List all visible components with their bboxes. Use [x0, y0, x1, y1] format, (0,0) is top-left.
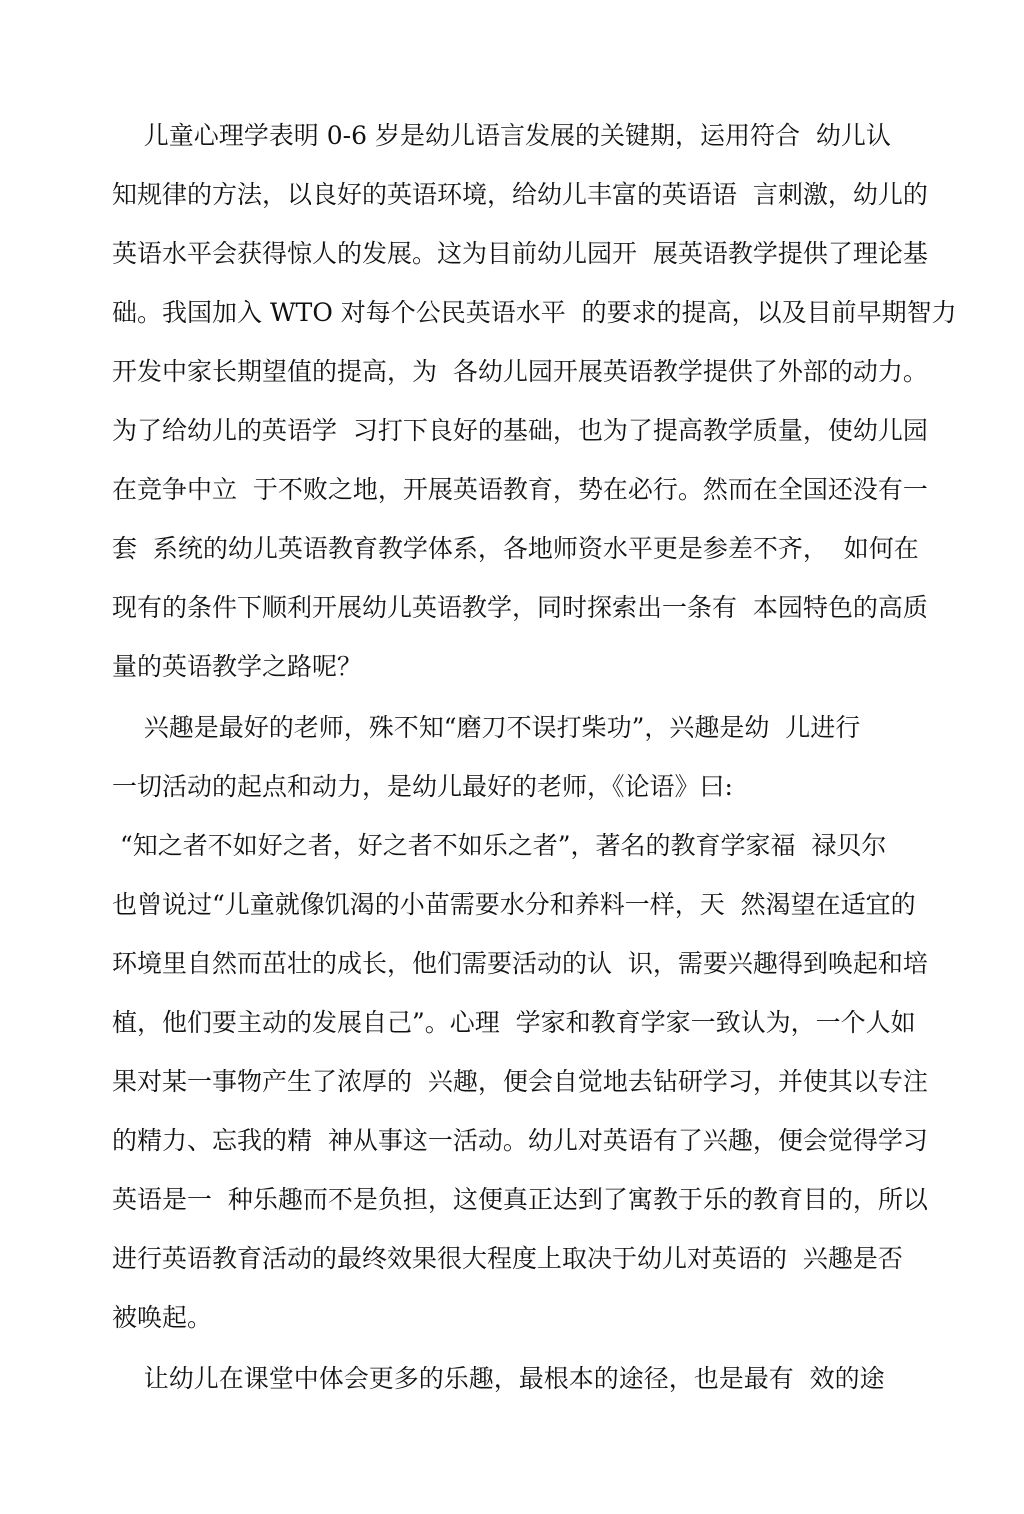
text-line: 也曾说过“儿童就像饥渴的小苗需要水分和养料一样，天 然渴望在适宜的 [112, 890, 916, 919]
text-line: “知之者不如好之者，好之者不如乐之者”，著名的教育学家福 禄贝尔 [112, 831, 887, 860]
text-line: 兴趣是最好的老师，殊不知“磨刀不误打柴功”，兴趣是幼 儿进行 [112, 713, 861, 742]
text-line: 儿童心理学表明 0-6 岁是幼儿语言发展的关键期，运用符合 幼儿认 [112, 121, 891, 150]
text-line: 的精力、忘我的精 神从事这一活动。幼儿对英语有了兴趣，便会觉得学习 [112, 1126, 928, 1155]
text-line: 植，他们要主动的发展自己”。心理 学家和教育学家一致认为，一个人如 [112, 1008, 916, 1037]
text-line: 知规律的方法，以良好的英语环境，给幼儿丰富的英语语 言刺激，幼儿的 [112, 180, 928, 209]
text-line: 现有的条件下顺利开展幼儿英语教学，同时探索出一条有 本园特色的高质 [112, 593, 928, 622]
text-line: 套 系统的幼儿英语教育教学体系，各地师资水平更是参差不齐， 如何在 [112, 534, 919, 563]
text-line: 在竞争中立 于不败之地，开展英语教育，势在必行。然而在全国还没有一 [112, 475, 928, 504]
text-line: 础。我国加入 WTO 对每个公民英语水平 的要求的提高，以及目前早期智力 [112, 298, 957, 327]
text-line: 环境里自然而茁壮的成长，他们需要活动的认 识，需要兴趣得到唤起和培 [112, 949, 928, 978]
text-line: 让幼儿在课堂中体会更多的乐趣，最根本的途径，也是最有 效的途 [112, 1364, 885, 1393]
text-line: 为了给幼儿的英语学 习打下良好的基础，也为了提高教学质量，使幼儿园 [112, 416, 928, 445]
text-line: 量的英语教学之路呢？ [112, 652, 363, 681]
text-line: 开发中家长期望值的提高，为 各幼儿园开展英语教学提供了外部的动力。 [112, 357, 928, 386]
text-line: 进行英语教育活动的最终效果很大程度上取决于幼儿对英语的 兴趣是否 [112, 1244, 903, 1273]
text-line: 一切活动的起点和动力，是幼儿最好的老师，《论语》曰: [112, 772, 733, 801]
text-line: 果对某一事物产生了浓厚的 兴趣，便会自觉地去钻研学习，并使其以专注 [112, 1067, 928, 1096]
text-line: 被唤起。 [112, 1303, 213, 1332]
text-line: 英语水平会获得惊人的发展。这为目前幼儿园开 展英语教学提供了理论基 [112, 239, 928, 268]
text-line: 英语是一 种乐趣而不是负担，这便真正达到了寓教于乐的教育目的，所以 [112, 1185, 928, 1214]
